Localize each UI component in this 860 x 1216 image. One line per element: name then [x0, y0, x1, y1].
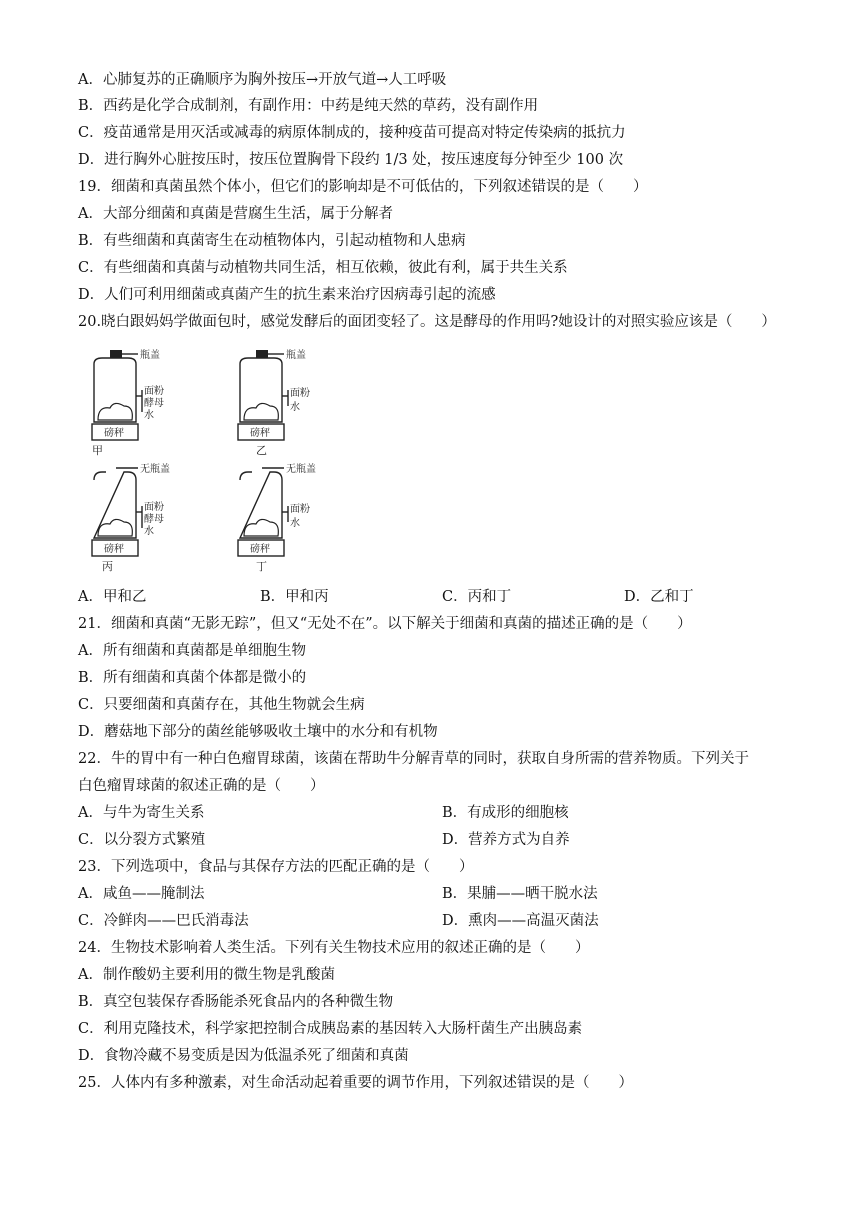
q22-option-a: A．与牛为寄生关系	[78, 805, 205, 821]
yi-label-water: 水	[290, 402, 300, 413]
q21-option-a: A．所有细菌和真菌都是单细胞生物	[78, 643, 306, 659]
q20-option-c: C．丙和丁	[442, 589, 512, 605]
yi-name: 乙	[256, 444, 267, 457]
q22-option-d: D．营养方式为自养	[442, 832, 570, 848]
q23-option-a: A．咸鱼——腌制法	[78, 886, 205, 902]
q21-option-c: C．只要细菌和真菌存在，其他生物就会生病	[78, 697, 365, 713]
bing-label-yeast: 酵母	[144, 514, 164, 525]
q20-option-b: B．甲和丙	[260, 589, 329, 605]
q21-option-d: D．蘑菇地下部分的菌丝能够吸收土壤中的水分和有机物	[78, 724, 438, 740]
q24-option-d: D．食物冷藏不易变质是因为低温杀死了细菌和真菌	[78, 1048, 409, 1064]
q18-option-b: B．西药是化学合成制剂，有副作用：中药是纯天然的草药，没有副作用	[78, 98, 539, 114]
q18-option-c: C．疫苗通常是用灭活或减毒的病原体制成的，接种疫苗可提高对特定传染病的抵抗力	[78, 125, 626, 141]
q19-option-a: A．大部分细菌和真菌是营腐生生活，属于分解者	[78, 206, 393, 222]
q25-stem: 25．人体内有多种激素，对生命活动起着重要的调节作用，下列叙述错误的是（ ）	[78, 1075, 633, 1091]
q23-option-b: B．果脯——晒干脱水法	[442, 886, 598, 902]
q22-option-c: C．以分裂方式繁殖	[78, 832, 206, 848]
ding-label-water: 水	[290, 518, 300, 529]
q22-stem-line1: 22．牛的胃中有一种白色瘤胃球菌，该菌在帮助牛分解青草的同时，获取自身所需的营养物质。下列关于	[78, 751, 749, 767]
q22-stem-line2: 白色瘤胃球菌的叙述正确的是（ ）	[78, 778, 325, 794]
q19-option-b: B．有些细菌和真菌寄生在动植物体内，引起动植物和人患病	[78, 233, 466, 249]
q21-option-b: B．所有细菌和真菌个体都是微小的	[78, 670, 307, 686]
q23-stem: 23．下列选项中，食品与其保存方法的匹配正确的是（ ）	[78, 859, 474, 875]
q23-options-row2	[78, 911, 788, 931]
bing-label-flour: 面粉	[144, 502, 164, 513]
q24-option-c: C．利用克隆技术，科学家把控制合成胰岛素的基因转入大肠杆菌生产出胰岛素	[78, 1021, 583, 1037]
setup-jia	[92, 348, 164, 457]
jia-label-yeast: 酵母	[144, 398, 164, 409]
q22-options-row1	[78, 803, 788, 823]
ding-name: 丁	[256, 560, 267, 573]
q20-options-row	[78, 587, 788, 607]
q21-stem: 21．细菌和真菌“无影无踪”，但又“无处不在”。以下解关于细菌和真菌的描述正确的是（ ）	[78, 616, 692, 632]
jia-scale-label: 磅秤	[104, 428, 124, 439]
ding-label-flour: 面粉	[290, 504, 310, 515]
bing-scale-label: 磅秤	[104, 544, 124, 555]
q18-option-a: A．心肺复苏的正确顺序为胸外按压→开放气道→人工呼吸	[78, 72, 447, 88]
q19-option-c: C．有些细菌和真菌与动植物共同生活，相互依赖，彼此有利，属于共生关系	[78, 260, 568, 276]
jia-name: 甲	[92, 444, 103, 457]
q20-option-a: A．甲和乙	[78, 589, 147, 605]
yi-cap-label: 瓶盖	[286, 350, 306, 361]
q22-options-row2	[78, 830, 788, 850]
q20-option-d: D．乙和丁	[624, 589, 694, 605]
q19-stem: 19．细菌和真菌虽然个体小，但它们的影响却是不可低估的，下列叙述错误的是（ ）	[78, 179, 648, 195]
jia-label-water: 水	[144, 410, 154, 421]
yi-scale-label: 磅秤	[250, 428, 270, 439]
jia-label-flour: 面粉	[144, 386, 164, 397]
setup-bing	[92, 462, 170, 573]
q18-option-d: D．进行胸外心脏按压时，按压位置胸骨下段约 1/3 处，按压速度每分钟至少 100 次	[78, 152, 624, 168]
q23-option-d: D．熏肉——高温灭菌法	[442, 913, 599, 929]
q23-options-row1	[78, 884, 788, 904]
ding-scale-label: 磅秤	[250, 544, 270, 555]
ding-cap-label: 无瓶盖	[286, 464, 316, 475]
bing-name: 丙	[102, 560, 113, 573]
q24-option-b: B．真空包装保存香肠能杀死食品内的各种微生物	[78, 994, 394, 1010]
q20-experiment-figure	[80, 346, 340, 574]
setup-ding	[238, 462, 316, 573]
q23-option-c: C．冷鲜肉——巴氏消毒法	[78, 913, 249, 929]
q24-stem: 24．生物技术影响着人类生活。下列有关生物技术应用的叙述正确的是（ ）	[78, 940, 590, 956]
q19-option-d: D．人们可利用细菌或真菌产生的抗生素来治疗因病毒引起的流感	[78, 287, 496, 303]
q22-option-b: B．有成形的细胞核	[442, 805, 569, 821]
yi-label-flour: 面粉	[290, 388, 310, 399]
jia-cap-label: 瓶盖	[140, 350, 160, 361]
bing-cap-label: 无瓶盖	[140, 464, 170, 475]
q24-option-a: A．制作酸奶主要利用的微生物是乳酸菌	[78, 967, 335, 983]
bing-label-water: 水	[144, 526, 154, 537]
q20-stem: 20.晓白跟妈妈学做面包时，感觉发酵后的面团变轻了。这是酵母的作用吗?她设计的对照实验应该是（ ）	[78, 314, 776, 330]
setup-yi	[238, 348, 310, 457]
